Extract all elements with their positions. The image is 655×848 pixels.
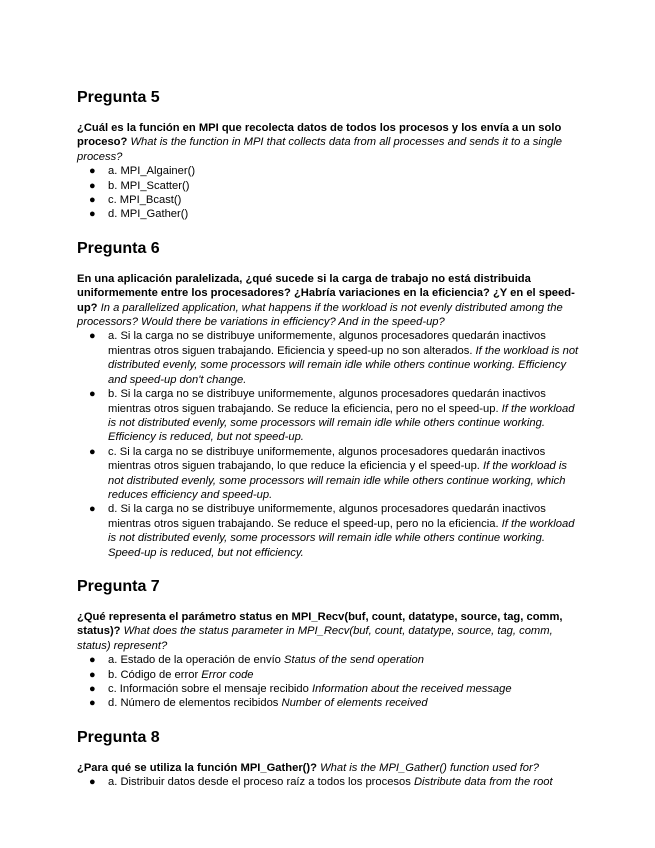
- options-list: [77, 164, 582, 222]
- option-text-en: If the workload is not distributed evenly, some processors will remain idle while others continue working. Speed-up is reduced, but not efficiency.: [108, 517, 575, 559]
- option-b[interactable]: [77, 387, 582, 445]
- document-content: [77, 88, 582, 802]
- question-5: [77, 88, 582, 222]
- option-text-es: a. MPI_Algainer(): [108, 165, 196, 178]
- question-text-en: What is the function in MPI that collects data from all processes and sends it to a single process?: [77, 136, 563, 163]
- question-8: [77, 728, 582, 790]
- bullet-icon: ●: [89, 445, 96, 458]
- option-d[interactable]: [77, 502, 582, 560]
- question-text-es: En una aplicación paralelizada, ¿qué sucede si la carga de trabajo no está distribuida uniformemente entre los procesadores? ¿Habría variaciones en la eficiencia? ¿Y en el speed-up?: [77, 272, 575, 314]
- question-statement: [77, 761, 582, 775]
- question-title: Pregunta 8: [77, 728, 160, 746]
- option-c[interactable]: [77, 445, 582, 503]
- options-list: [77, 775, 582, 789]
- option-text-en: Status of the send operation: [284, 654, 424, 667]
- option-d[interactable]: [77, 696, 582, 710]
- question-statement: [77, 121, 582, 164]
- option-b[interactable]: [77, 179, 582, 193]
- bullet-icon: ●: [89, 697, 96, 710]
- option-a[interactable]: [77, 653, 582, 667]
- bullet-icon: ●: [89, 654, 96, 667]
- option-text-es: c. MPI_Bcast(): [108, 194, 182, 207]
- option-text-en: Error code: [201, 668, 254, 681]
- option-a[interactable]: [77, 329, 582, 387]
- bullet-icon: ●: [89, 388, 96, 401]
- option-text-es: a. Si la carga no se distribuye uniformemente, algunos procesadores quedarán inactivos mientras otros siguen trabajando. Eficiencia y speed-up no son alterados.: [108, 330, 546, 357]
- option-text-es: a. Distribuir datos desde el proceso raíz a todos los procesos: [108, 776, 411, 789]
- option-a[interactable]: [77, 775, 582, 789]
- question-text-en: In a parallelized application, what happens if the workload is not evenly distributed among the processors? Would there be variations in efficiency? And in the speed-up?: [77, 301, 563, 329]
- bullet-icon: ●: [89, 208, 96, 221]
- bullet-icon: ●: [89, 503, 96, 516]
- option-text-es: b. Código de error: [108, 668, 199, 681]
- option-d[interactable]: [77, 207, 582, 221]
- bullet-icon: ●: [89, 776, 96, 789]
- option-c[interactable]: [77, 682, 582, 696]
- question-text-es: ¿Qué representa el parámetro status en MPI_Recv(buf, count, datatype, source, tag, comm, status)?: [77, 610, 563, 638]
- option-c[interactable]: [77, 193, 582, 207]
- question-statement: [77, 272, 582, 330]
- question-text-en: What is the MPI_Gather() function used for?: [320, 761, 539, 774]
- option-text-es: d. Número de elementos recibidos: [108, 697, 279, 710]
- question-text-en: What does the status parameter in MPI_Recv(buf, count, datatype, source, tag, comm, status) represent?: [77, 625, 553, 652]
- option-b[interactable]: [77, 668, 582, 682]
- bullet-icon: ●: [89, 668, 96, 681]
- option-text-es: b. MPI_Scatter(): [108, 179, 190, 192]
- option-text-es: c. Información sobre el mensaje recibido: [108, 683, 309, 695]
- question-title: Pregunta 5: [77, 89, 160, 106]
- question-6: [77, 239, 582, 560]
- question-text-es: ¿Cuál es la función en MPI que recolecta datos de todos los procesos y los envía a un solo proceso?: [77, 122, 562, 149]
- bullet-icon: ●: [89, 330, 96, 343]
- options-list: [77, 653, 582, 711]
- question-statement: [77, 610, 582, 653]
- option-text-es: b. Si la carga no se distribuye uniformemente, algunos procesadores quedarán inactivos mientras otros siguen trabajando. Se reduce la eficiencia, pero no el speed-up.: [108, 388, 546, 415]
- question-title: Pregunta 6: [77, 239, 160, 257]
- option-text-es: d. Si la carga no se distribuye uniformemente, algunos procesadores quedarán inactivos mientras otros siguen trabajando. Se reduce el speed-up, pero no la eficiencia.: [108, 503, 546, 530]
- bullet-icon: ●: [89, 165, 96, 178]
- option-text-en: Distribute data from the root: [413, 776, 553, 789]
- option-text-en: If the workload is not distributed evenly, some processors will remain idle while others continue working, which reduces efficiency and speed-up.: [108, 460, 567, 501]
- question-text-es: ¿Para qué se utiliza la función MPI_Gather()?: [77, 761, 317, 774]
- option-text-en: If the workload is not distributed evenly, some processors will remain idle while others continue working. Efficiency is reduced, but not speed-up.: [108, 402, 575, 444]
- option-text-es: a. Estado de la operación de envío: [108, 654, 281, 667]
- option-a[interactable]: [77, 164, 582, 178]
- option-text-en: Information about the received message: [311, 683, 512, 695]
- question-7: [77, 577, 582, 711]
- bullet-icon: ●: [89, 194, 96, 207]
- options-list: [77, 329, 582, 560]
- option-text-es: c. Si la carga no se distribuye uniformemente, algunos procesadores quedarán inactivos mientras otros siguen trabajando, lo que reduce la eficiencia y el speed-up.: [108, 445, 546, 473]
- bullet-icon: ●: [89, 179, 96, 192]
- bullet-icon: ●: [89, 683, 96, 695]
- option-text-en: If the workload is not distributed evenly, some processors will remain idle while others continue working. Efficiency and speed-up don't change.: [108, 344, 579, 386]
- option-text-es: d. MPI_Gather(): [108, 208, 189, 221]
- question-title: Pregunta 7: [77, 577, 160, 595]
- option-text-en: Number of elements received: [281, 697, 428, 710]
